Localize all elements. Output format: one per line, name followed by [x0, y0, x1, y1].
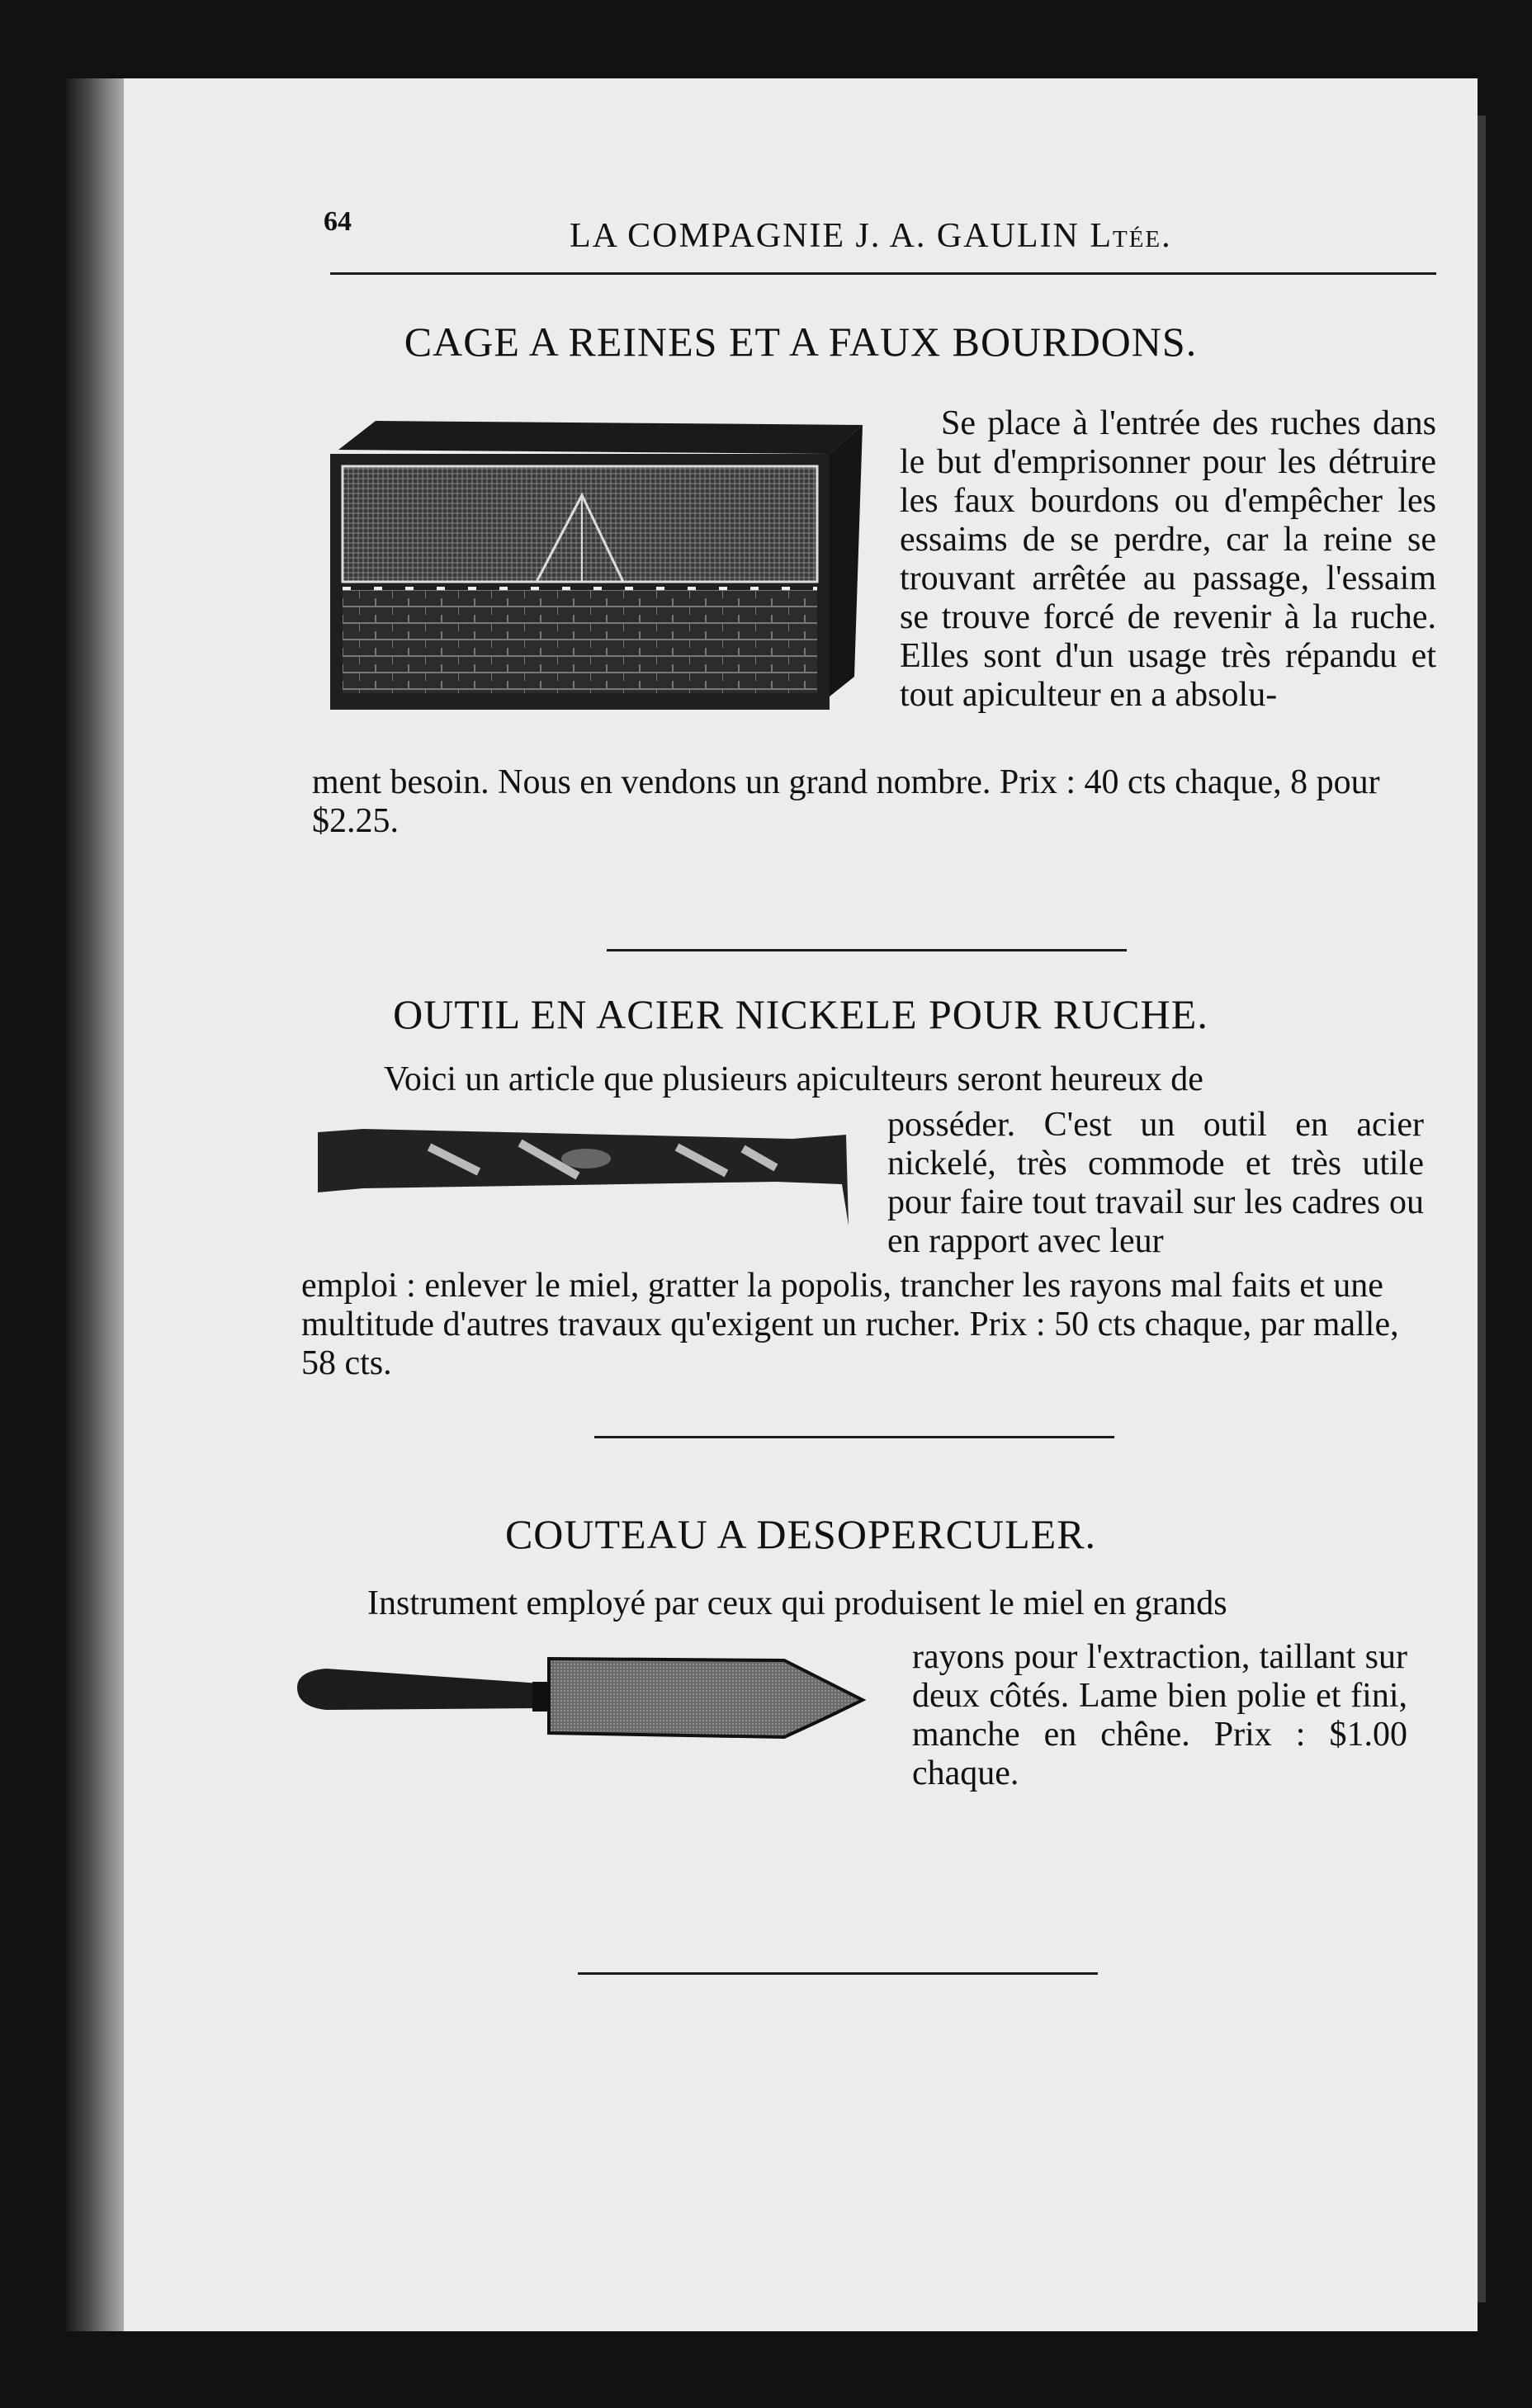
section-divider	[607, 949, 1127, 951]
queen-cage-text-beside: Se place à l'entrée des ruches dans le but d'emprisonner pour les détruire les faux bourdons ou d'empêcher les essaims de se perdre, car la reine se trouvant arrêtée au passage, l'essaim se trouve forcé de revenir à la ruche. Elles sont d'un usage très répandu et tout apiculteur en a absolu-	[900, 404, 1436, 714]
hive-tool-illustration	[314, 1122, 854, 1230]
section-divider	[578, 1972, 1098, 1975]
page-number: 64	[324, 206, 352, 237]
hive-tool-text-beside: posséder. C'est un outil en acier nickelé, très commode et très utile pour faire tout travail sur les cadres ou en rapport avec leur	[887, 1106, 1424, 1260]
header-rule	[330, 272, 1436, 275]
book-spine-shadow	[66, 78, 130, 2331]
uncapping-knife-illustration	[293, 1650, 871, 1741]
running-title: LA COMPAGNIE J. A. GAULIN Ltée.	[570, 217, 1172, 255]
hive-tool-text-below: emploi : enlever le miel, gratter la popolis, trancher les rayons mal faits et une multitude d'autres travaux qu'exigent un rucher. Prix : 50 cts chaque, par malle, 58 cts.	[301, 1267, 1399, 1382]
section-divider	[594, 1436, 1114, 1438]
hive-tool-text-top: Voici un article que plusieurs apiculteurs seront heureux de	[384, 1060, 1203, 1098]
section-title-uncapping-knife: COUTEAU A DESOPERCULER.	[504, 1511, 1097, 1557]
queen-cage-text-below: ment besoin. Nous en vendons un grand nombre. Prix : 40 cts chaque, 8 pour $2.25.	[312, 763, 1380, 840]
queen-cage-illustration	[326, 417, 867, 710]
section-title-hive-tool: OUTIL EN ACIER NICKELE POUR RUCHE.	[393, 991, 1208, 1037]
uncapping-knife-text-beside: rayons pour l'extraction, taillant sur deux côtés. Lame bien polie et fini, manche en chêne. Prix : $1.00 chaque.	[912, 1638, 1407, 1792]
page-edge	[1478, 116, 1486, 2302]
section-title-queen-cage: CAGE A REINES ET A FAUX BOURDONS.	[404, 319, 1198, 365]
uncapping-knife-text-top: Instrument employé par ceux qui produisent le miel en grands	[367, 1584, 1227, 1622]
